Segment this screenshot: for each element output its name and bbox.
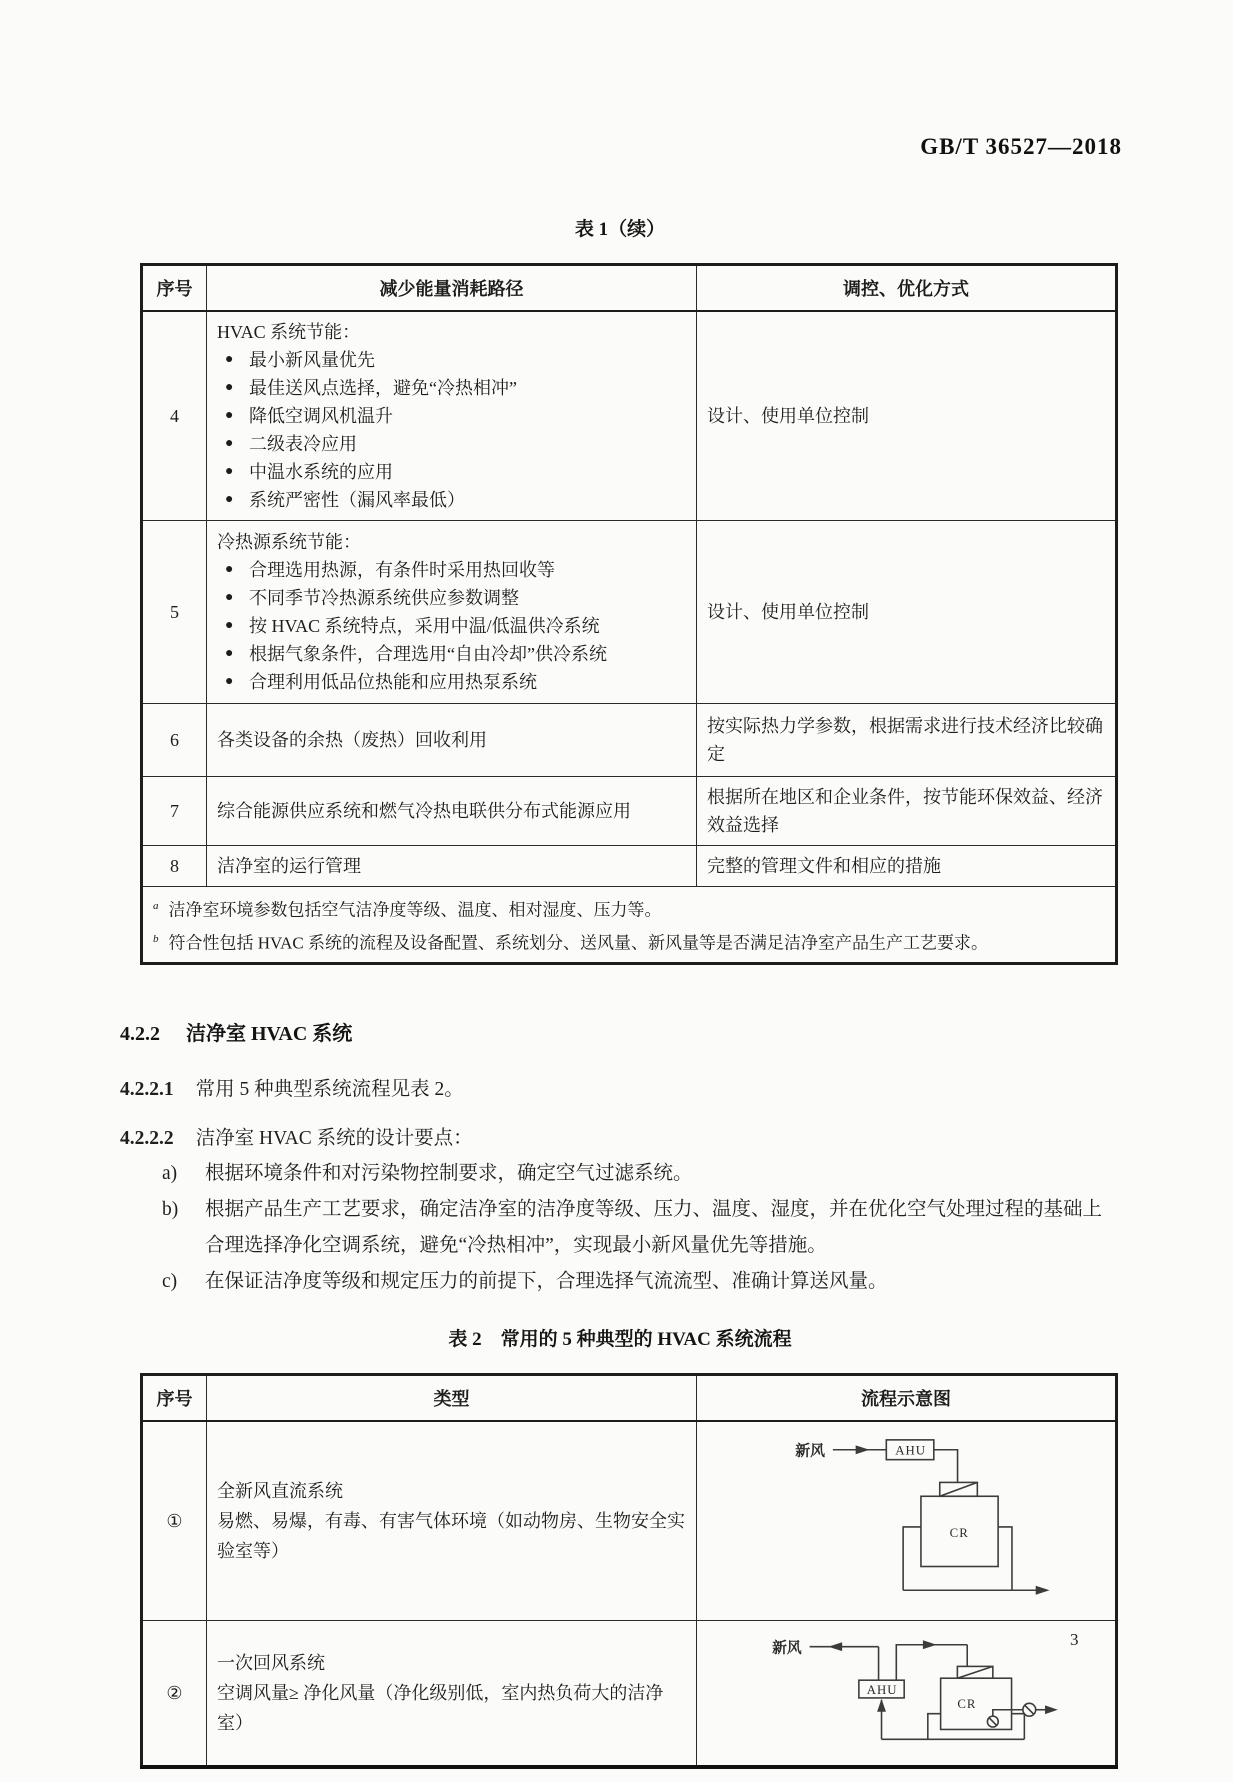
table2-header-row (142, 1375, 1117, 1422)
col-header-control: 调控、优化方式 (697, 265, 1117, 312)
footnote-marker: a (153, 900, 159, 912)
row-type-cell (207, 1621, 697, 1768)
table1-title: 表 1（续） (574, 219, 666, 240)
bullet-icon: ● (225, 380, 234, 395)
bullet-item: ● 中温水系统的应用 (217, 458, 686, 486)
cr-label: CR (957, 1697, 977, 1712)
row-path-cell: 各类设备的余热（废热）回收利用 (207, 704, 697, 777)
section-number: 4.2.2 (120, 1023, 160, 1046)
footnote-row (142, 887, 1117, 964)
footnote-a: $^a$ 洁净室环境参数包括空气洁净度等级、温度、相对湿度、压力等。 (153, 900, 662, 920)
flow-diagram-primary-return (707, 1627, 1125, 1759)
bullet-item: ● 不同季节冷热源系统供应参数调整 (217, 584, 686, 612)
table1 (140, 263, 1118, 965)
row-no: 8 (142, 846, 207, 887)
bullet-item: ● 合理选用热源，有条件时采用热回收等 (217, 556, 686, 584)
flow-diagram-cell (697, 1421, 1117, 1621)
bullet-icon: ● (225, 646, 234, 661)
cr-label: CR (949, 1526, 969, 1541)
type-desc: 易燃、易爆，有毒、有害气体环境（如动物房、生物安全实验室等） (217, 1511, 685, 1562)
col-header-type: 类型 (207, 1375, 697, 1422)
type-title: 一次回风系统 (217, 1653, 325, 1674)
page-content (120, 0, 1120, 1769)
table1-header-row (142, 265, 1117, 312)
filter-diagonal (940, 1483, 978, 1497)
table2 (140, 1373, 1118, 1769)
bullet-item: ● 最佳送风点选择，避免“冷热相冲” (217, 374, 686, 402)
row-path-cell (207, 521, 697, 704)
ahu-label: AHU (895, 1444, 927, 1459)
bullet-icon: ● (225, 492, 234, 507)
table2-title: 表 2 常用的 5 种典型的 HVAC 系统流程 (448, 1329, 792, 1351)
bullet-icon: ● (225, 408, 234, 423)
bullet-item: ● 按 HVAC 系统特点，采用中温/低温供冷系统 (217, 612, 686, 640)
exhaust-duct-right (998, 1527, 1012, 1590)
exhaust-arrow (1036, 1586, 1050, 1595)
fresh-air-label: 新风 (795, 1444, 825, 1461)
fan-blade (1025, 1706, 1034, 1715)
row-control: 根据所在地区和企业条件，按节能环保效益、经济效益选择 (697, 777, 1117, 846)
list-marker: a) (162, 1163, 178, 1185)
bullet-item: ● 根据气象条件，合理选用“自由冷却”供冷系统 (217, 640, 686, 668)
fresh-air-label: 新风 (772, 1640, 802, 1657)
path-title: HVAC 系统节能： (217, 322, 361, 342)
clause-4-2-2-2: 4.2.2.2 洁净室 HVAC 系统的设计要点： (120, 1128, 473, 1150)
table-row (142, 1621, 1117, 1768)
list-item-c: c) 在保证洁净度等级和规定压力的前提下，合理选择气流流型、准确计算送风量。 (120, 1264, 1110, 1300)
col-header-no: 序号 (142, 265, 207, 312)
bullet-icon: ● (225, 590, 234, 605)
type-title: 全新风直流系统 (217, 1481, 343, 1502)
bullet-icon: ● (225, 618, 234, 633)
section-4-2-2 (120, 1017, 1120, 1300)
filter-diagonal (957, 1667, 992, 1679)
list-marker: b) (162, 1199, 179, 1221)
fan-blade (989, 1718, 996, 1725)
col-header-path: 减少能量消耗路径 (207, 265, 697, 312)
exhaust-arrow (1045, 1706, 1058, 1715)
row-control: 设计、使用单位控制 (697, 311, 1117, 521)
duct-elbow (934, 1450, 958, 1483)
footnote-marker: b (153, 932, 159, 945)
flow-diagram-cell (697, 1621, 1117, 1768)
bullet-item: ● 二级表冷应用 (217, 430, 686, 458)
bullet-icon: ● (225, 436, 234, 451)
exhaust-duct-left (903, 1527, 921, 1590)
list-marker: c) (162, 1271, 178, 1293)
row-control: 完整的管理文件和相应的措施 (697, 846, 1117, 887)
row-no: 6 (142, 704, 207, 777)
section-title: 洁净室 HVAC 系统 (186, 1023, 353, 1046)
type-desc: 空调风量≥ 净化风量（净化级别低，室内热负荷大的洁净室） (217, 1683, 664, 1734)
footnote-b: $^b$ 符合性包括 HVAC 系统的流程及设备配置、系统划分、送风量、新风量等是否满足洁净室产品生产工艺要求。 (153, 932, 988, 953)
return-arrow-up (877, 1699, 886, 1712)
bullet-icon: ● (225, 352, 234, 367)
flow-arrow-right (856, 1446, 870, 1455)
table-row (142, 704, 1117, 777)
list-item-b: b) 根据产品生产工艺要求，确定洁净室的洁净度等级、压力、温度、湿度，并在优化空气处理过程的基础上合理选择净化空调系统，避免“冷热相冲”，实现最小新风量优先等措施。 (120, 1192, 1110, 1264)
table-row (142, 846, 1117, 887)
bullet-item: ● 合理利用低品位热能和应用热泵系统 (217, 668, 686, 696)
row-no: ① (142, 1421, 207, 1621)
bullet-item: ● 最小新风量优先 (217, 346, 686, 374)
bullet-icon: ● (225, 464, 234, 479)
row-path-cell: 综合能源供应系统和燃气冷热电联供分布式能源应用 (207, 777, 697, 846)
table-row (142, 1421, 1117, 1621)
flow-arrow-right (923, 1641, 937, 1650)
page-number: 3 (1070, 1630, 1079, 1649)
bullet-icon: ● (225, 562, 234, 577)
row-control: 按实际热力学参数，根据需求进行技术经济比较确定 (697, 704, 1117, 777)
bullet-item: ● 降低空调风机温升 (217, 402, 686, 430)
row-no: 7 (142, 777, 207, 846)
return-duct-left (928, 1714, 941, 1740)
standard-number: GB/T 36527—2018 (920, 134, 1122, 159)
row-path-cell: 洁净室的运行管理 (207, 846, 697, 887)
row-no: ② (142, 1621, 207, 1768)
row-control: 设计、使用单位控制 (697, 521, 1117, 704)
table-row (142, 521, 1117, 704)
row-path-cell (207, 311, 697, 521)
bullet-item: ● 系统严密性（漏风率最低） (217, 486, 686, 514)
flow-diagram-once-through (707, 1428, 1125, 1614)
ahu-label: AHU (866, 1683, 898, 1698)
col-header-diagram: 流程示意图 (697, 1375, 1117, 1422)
row-type-cell (207, 1421, 697, 1621)
row-no: 4 (142, 311, 207, 521)
clause-4-2-2-1: 4.2.2.1 常用 5 种典型系统流程见表 2。 (120, 1079, 464, 1101)
col-header-no: 序号 (142, 1375, 207, 1422)
path-title: 冷热源系统节能： (217, 532, 361, 552)
section-heading (120, 1017, 1120, 1046)
table-row (142, 311, 1117, 521)
row-no: 5 (142, 521, 207, 704)
flow-arrow-left (828, 1643, 842, 1652)
list-item-a: a) 根据环境条件和对污染物控制要求，确定空气过滤系统。 (120, 1156, 1110, 1192)
footnotes (142, 887, 1117, 964)
bullet-icon: ● (225, 674, 234, 689)
return-duct-right (1012, 1714, 1025, 1740)
table-row (142, 777, 1117, 846)
